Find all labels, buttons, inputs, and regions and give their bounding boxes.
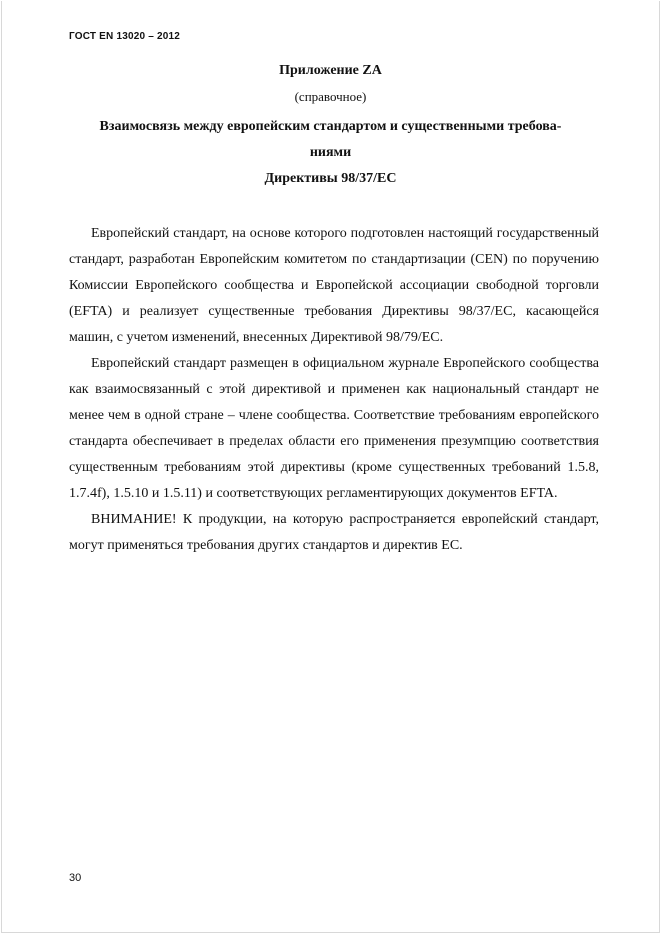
annex-heading-line: Взаимосвязь между европейским стандартом и существенными требова- [99,119,562,134]
annex-type: (справочное) [294,89,367,104]
paragraph: ВНИМАНИЕ! К продукции, на которую распространяется европейский стандарт, могут применяться требования других стандартов и директив ЕС. [69,512,599,553]
annex-heading-line: Директивы 98/37/ЕС [264,171,397,186]
annex-title-block [40,62,621,192]
paragraph: Европейский стандарт размещен в официальном журнале Европейского сообщества как взаимосвязанный с этой директивой и применен как национальный стандарт не менее чем в одной стране – члене сообщества. Соответствие требованиям европейского стандарта обеспечивает в пределах области его применения презумпцию соответствия существенным требованиям этой директивы (кроме существенных требований 1.5.8, 1.7.4f), 1.5.10 и 1.5.11) и соответствующих регламентирующих документов EFTA. [69,356,599,501]
annex-heading-line: ниями [309,145,352,160]
page-number: 30 [69,872,82,884]
standard-code-header: ГОСТ EN 13020 – 2012 [69,31,181,42]
body-text [69,221,599,559]
annex-heading [40,114,621,192]
paragraph: Европейский стандарт, на основе которого подготовлен настоящий государственный стандарт, разработан Европейским комитетом по стандартизации (CEN) по поручению Комиссии Европейского сообщества и Европейской ассоциации свободной торговли (EFTA) и реализует существенные требования Директивы 98/37/ЕС, касающейся машин, с учетом изменений, внесенных Директивой 98/79/ЕС. [69,226,599,345]
annex-title: Приложение ZA [279,63,382,78]
